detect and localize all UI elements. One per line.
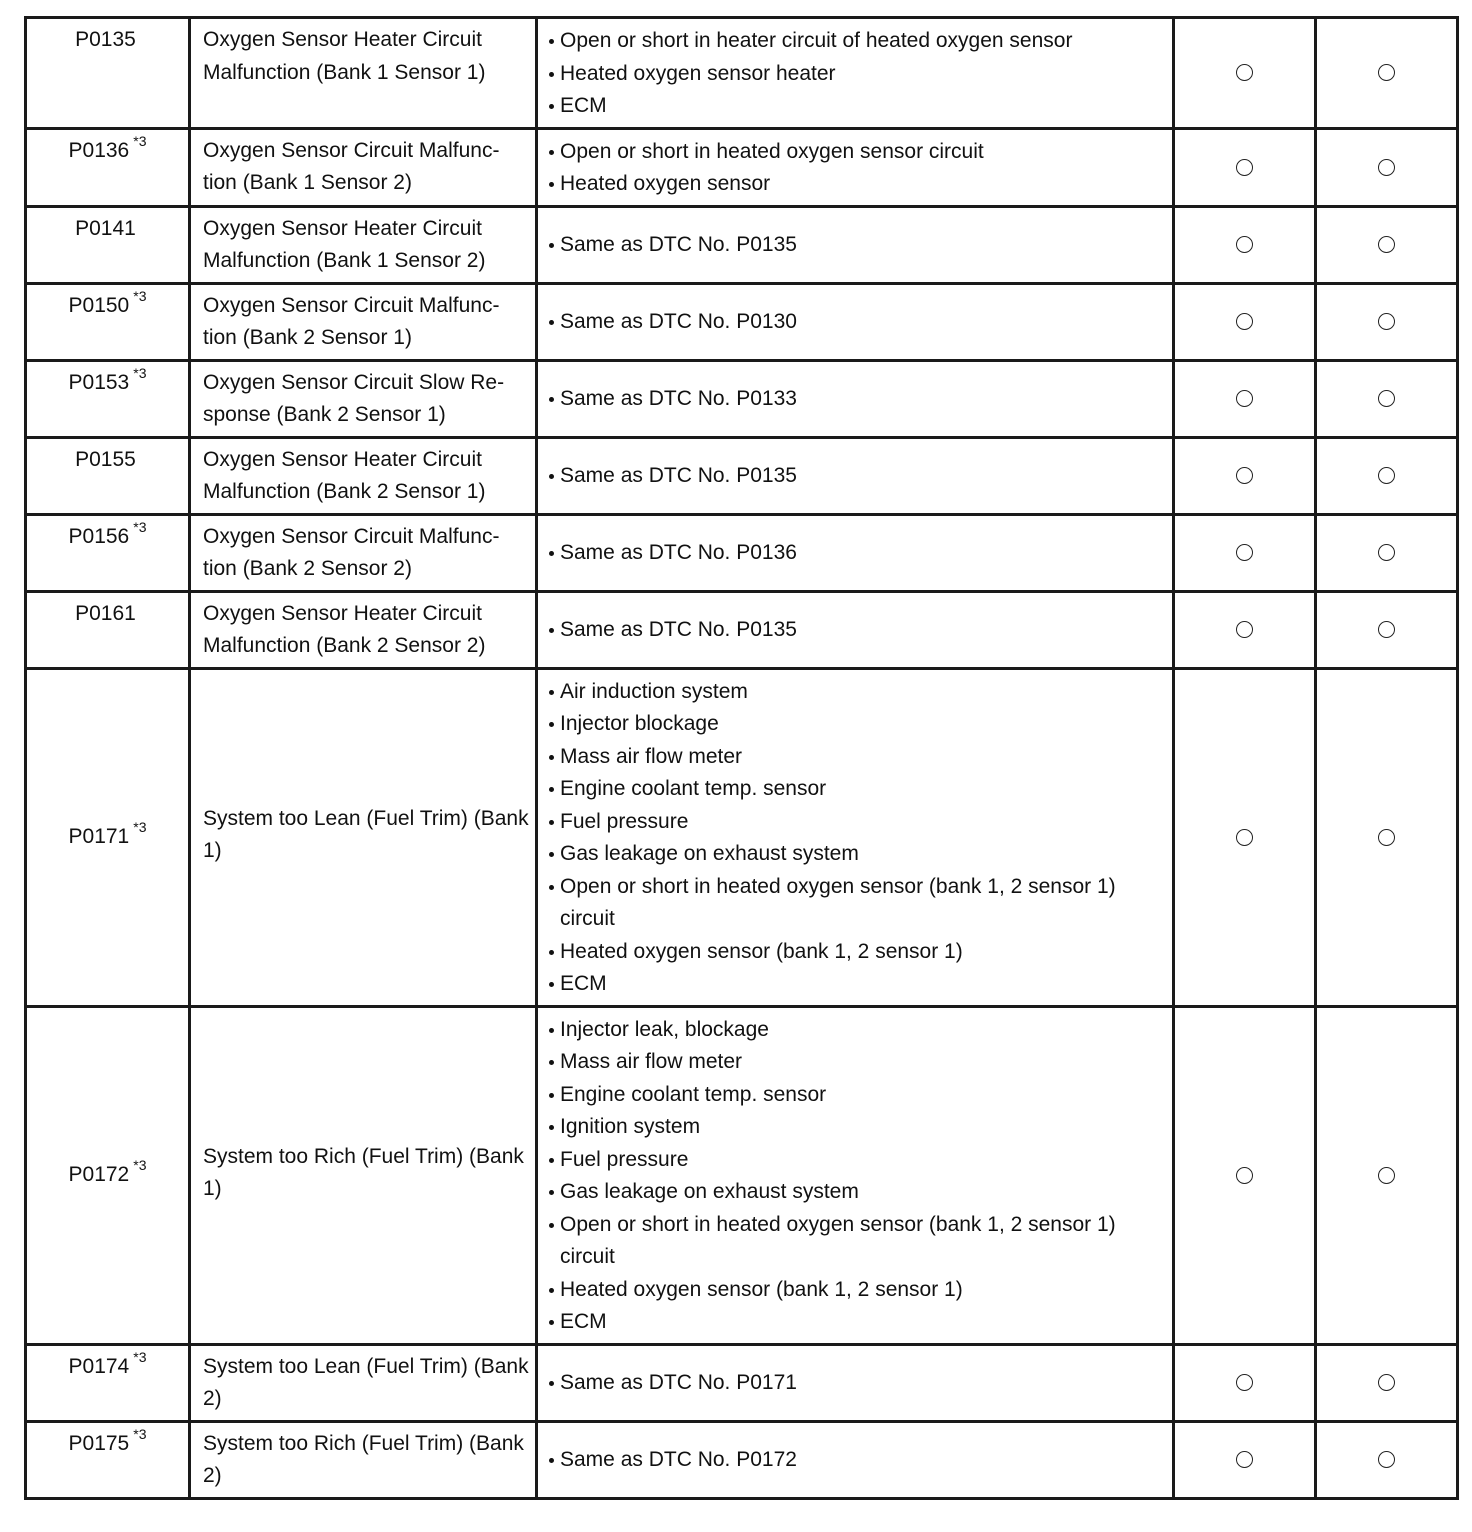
dtc-code-cell [26,437,190,514]
table-row [26,206,1458,283]
cause-item: Same as DTC No. P0135 [548,614,1166,647]
dtc-name: Oxygen Sensor Heater Circuit Malfunction (Bank 1 Sensor 2) [190,206,537,283]
table-row [26,437,1458,514]
cause-item: Same as DTC No. P0133 [548,383,1166,416]
dtc-note: *3 [133,818,147,835]
mark-cell-2 [1316,1421,1458,1498]
mark-cell-2 [1316,668,1458,1006]
dtc-code-cell [26,1344,190,1421]
cause-item: Ignition system [548,1111,1166,1144]
circle-mark-icon [1378,1374,1395,1391]
mark-cell-2 [1316,1344,1458,1421]
mark-cell-2 [1316,206,1458,283]
mark-cell-1 [1174,283,1316,360]
dtc-code: P0171 [68,824,130,848]
cause-cell [537,668,1174,1006]
cause-list [548,1367,1166,1400]
dtc-code: P0135 [75,28,136,51]
cause-item: Heated oxygen sensor (bank 1, 2 sensor 1) [548,1274,1166,1307]
cause-cell [537,591,1174,668]
cause-item: Open or short in heated oxygen sensor circuit [548,136,1166,169]
table-row [26,1006,1458,1344]
cause-item: Same as DTC No. P0172 [548,1444,1166,1477]
cause-cell [537,437,1174,514]
circle-mark-icon [1378,313,1395,330]
cause-item: Fuel pressure [548,806,1166,839]
dtc-note: *3 [133,1348,147,1365]
mark-cell-2 [1316,514,1458,591]
cause-item: Mass air flow meter [548,1046,1166,1079]
dtc-name: Oxygen Sensor Heater Circuit Malfunction (Bank 1 Sensor 1) [190,18,537,129]
dtc-code-cell [26,128,190,206]
cause-item: Open or short in heated oxygen sensor (bank 1, 2 sensor 1) circuit [548,1209,1166,1274]
dtc-code-cell [26,1006,190,1344]
circle-mark-icon [1236,159,1253,176]
cause-list [548,460,1166,493]
dtc-name: System too Rich (Fuel Trim) (Bank 1) [190,1006,537,1344]
cause-item: Injector blockage [548,708,1166,741]
dtc-name: System too Lean (Fuel Trim) (Bank 2) [190,1344,537,1421]
cause-cell [537,1421,1174,1498]
dtc-code-cell [26,360,190,437]
mark-cell-1 [1174,437,1316,514]
circle-mark-icon [1236,544,1253,561]
dtc-code-cell [26,283,190,360]
cause-item: Same as DTC No. P0135 [548,229,1166,262]
dtc-note: *3 [133,1156,147,1173]
cause-item: Heated oxygen sensor heater [548,58,1166,91]
circle-mark-icon [1378,64,1395,81]
circle-mark-icon [1378,390,1395,407]
cause-list [548,676,1166,1001]
cause-cell [537,128,1174,206]
cause-item: Same as DTC No. P0135 [548,460,1166,493]
dtc-code-cell [26,591,190,668]
table-row [26,668,1458,1006]
dtc-code: P0156 [68,524,130,548]
cause-cell [537,283,1174,360]
cause-item: Gas leakage on exhaust system [548,838,1166,871]
dtc-name: Oxygen Sensor Circuit Malfunc-tion (Bank 2 Sensor 2) [190,514,537,591]
cause-item: ECM [548,1306,1166,1339]
circle-mark-icon [1378,621,1395,638]
cause-item: Heated oxygen sensor [548,168,1166,201]
mark-cell-1 [1174,128,1316,206]
mark-cell-2 [1316,1006,1458,1344]
mark-cell-2 [1316,18,1458,129]
dtc-code: P0174 [68,1354,130,1378]
circle-mark-icon [1378,829,1395,846]
cause-item: Heated oxygen sensor (bank 1, 2 sensor 1) [548,936,1166,969]
mark-cell-2 [1316,591,1458,668]
cause-cell [537,206,1174,283]
dtc-name: System too Lean (Fuel Trim) (Bank 1) [190,668,537,1006]
mark-cell-2 [1316,128,1458,206]
dtc-name: Oxygen Sensor Circuit Malfunc-tion (Bank 1 Sensor 2) [190,128,537,206]
cause-item: ECM [548,90,1166,123]
mark-cell-2 [1316,437,1458,514]
cause-item: Same as DTC No. P0171 [548,1367,1166,1400]
cause-item: Engine coolant temp. sensor [548,773,1166,806]
dtc-name: Oxygen Sensor Heater Circuit Malfunction (Bank 2 Sensor 1) [190,437,537,514]
cause-item: Same as DTC No. P0130 [548,306,1166,339]
dtc-code: P0172 [68,1162,130,1186]
dtc-name: System too Rich (Fuel Trim) (Bank 2) [190,1421,537,1498]
circle-mark-icon [1236,1451,1253,1468]
dtc-code: P0141 [75,216,136,240]
cause-cell [537,514,1174,591]
cause-cell [537,1344,1174,1421]
circle-mark-icon [1378,159,1395,176]
cause-item: Same as DTC No. P0136 [548,537,1166,570]
dtc-code: P0155 [75,447,136,471]
mark-cell-1 [1174,360,1316,437]
dtc-name: Oxygen Sensor Circuit Slow Re-sponse (Bank 2 Sensor 1) [190,360,537,437]
mark-cell-2 [1316,283,1458,360]
cause-list [548,1444,1166,1477]
dtc-note: *3 [133,287,147,304]
circle-mark-icon [1378,544,1395,561]
cause-item: Fuel pressure [548,1144,1166,1177]
dtc-code: P0150 [68,293,130,317]
table-row [26,591,1458,668]
table-row [26,1344,1458,1421]
cause-item: Open or short in heated oxygen sensor (bank 1, 2 sensor 1) circuit [548,871,1166,936]
cause-cell [537,1006,1174,1344]
circle-mark-icon [1236,313,1253,330]
circle-mark-icon [1378,1167,1395,1184]
cause-item: Air induction system [548,676,1166,709]
circle-mark-icon [1236,621,1253,638]
table-row [26,360,1458,437]
dtc-code-cell [26,1421,190,1498]
mark-cell-2 [1316,360,1458,437]
dtc-code-cell [26,668,190,1006]
cause-item: Mass air flow meter [548,741,1166,774]
cause-list [548,614,1166,647]
dtc-code: P0153 [68,370,130,394]
cause-item: Injector leak, blockage [548,1014,1166,1047]
dtc-note: *3 [133,1425,147,1442]
cause-list [548,25,1166,123]
mark-cell-1 [1174,1421,1316,1498]
circle-mark-icon [1236,829,1253,846]
dtc-code-cell [26,514,190,591]
circle-mark-icon [1236,64,1253,81]
circle-mark-icon [1236,1374,1253,1391]
dtc-name: Oxygen Sensor Heater Circuit Malfunction (Bank 2 Sensor 2) [190,591,537,668]
circle-mark-icon [1236,467,1253,484]
mark-cell-1 [1174,1344,1316,1421]
dtc-code: P0175 [68,1431,130,1455]
cause-cell [537,360,1174,437]
cause-list [548,383,1166,416]
circle-mark-icon [1378,236,1395,253]
table-row [26,18,1458,129]
mark-cell-1 [1174,591,1316,668]
cause-list [548,136,1166,201]
table-row [26,283,1458,360]
dtc-table-body [26,18,1458,1499]
mark-cell-1 [1174,18,1316,129]
cause-item: Engine coolant temp. sensor [548,1079,1166,1112]
cause-list [548,1014,1166,1339]
dtc-code-cell [26,18,190,129]
circle-mark-icon [1236,1167,1253,1184]
cause-item: ECM [548,968,1166,1001]
cause-list [548,229,1166,262]
dtc-code: P0136 [68,138,130,162]
dtc-note: *3 [133,132,147,149]
dtc-code-cell [26,206,190,283]
cause-item: Gas leakage on exhaust system [548,1176,1166,1209]
dtc-code: P0161 [75,601,136,625]
dtc-name: Oxygen Sensor Circuit Malfunc-tion (Bank 2 Sensor 1) [190,283,537,360]
dtc-table [24,16,1459,1500]
dtc-note: *3 [133,518,147,535]
table-row [26,128,1458,206]
circle-mark-icon [1236,236,1253,253]
circle-mark-icon [1378,1451,1395,1468]
cause-list [548,537,1166,570]
cause-cell [537,18,1174,129]
mark-cell-1 [1174,514,1316,591]
dtc-note: *3 [133,364,147,381]
circle-mark-icon [1378,467,1395,484]
mark-cell-1 [1174,206,1316,283]
circle-mark-icon [1236,390,1253,407]
cause-item: Open or short in heater circuit of heated oxygen sensor [548,25,1166,58]
mark-cell-1 [1174,668,1316,1006]
table-row [26,1421,1458,1498]
table-row [26,514,1458,591]
cause-list [548,306,1166,339]
mark-cell-1 [1174,1006,1316,1344]
